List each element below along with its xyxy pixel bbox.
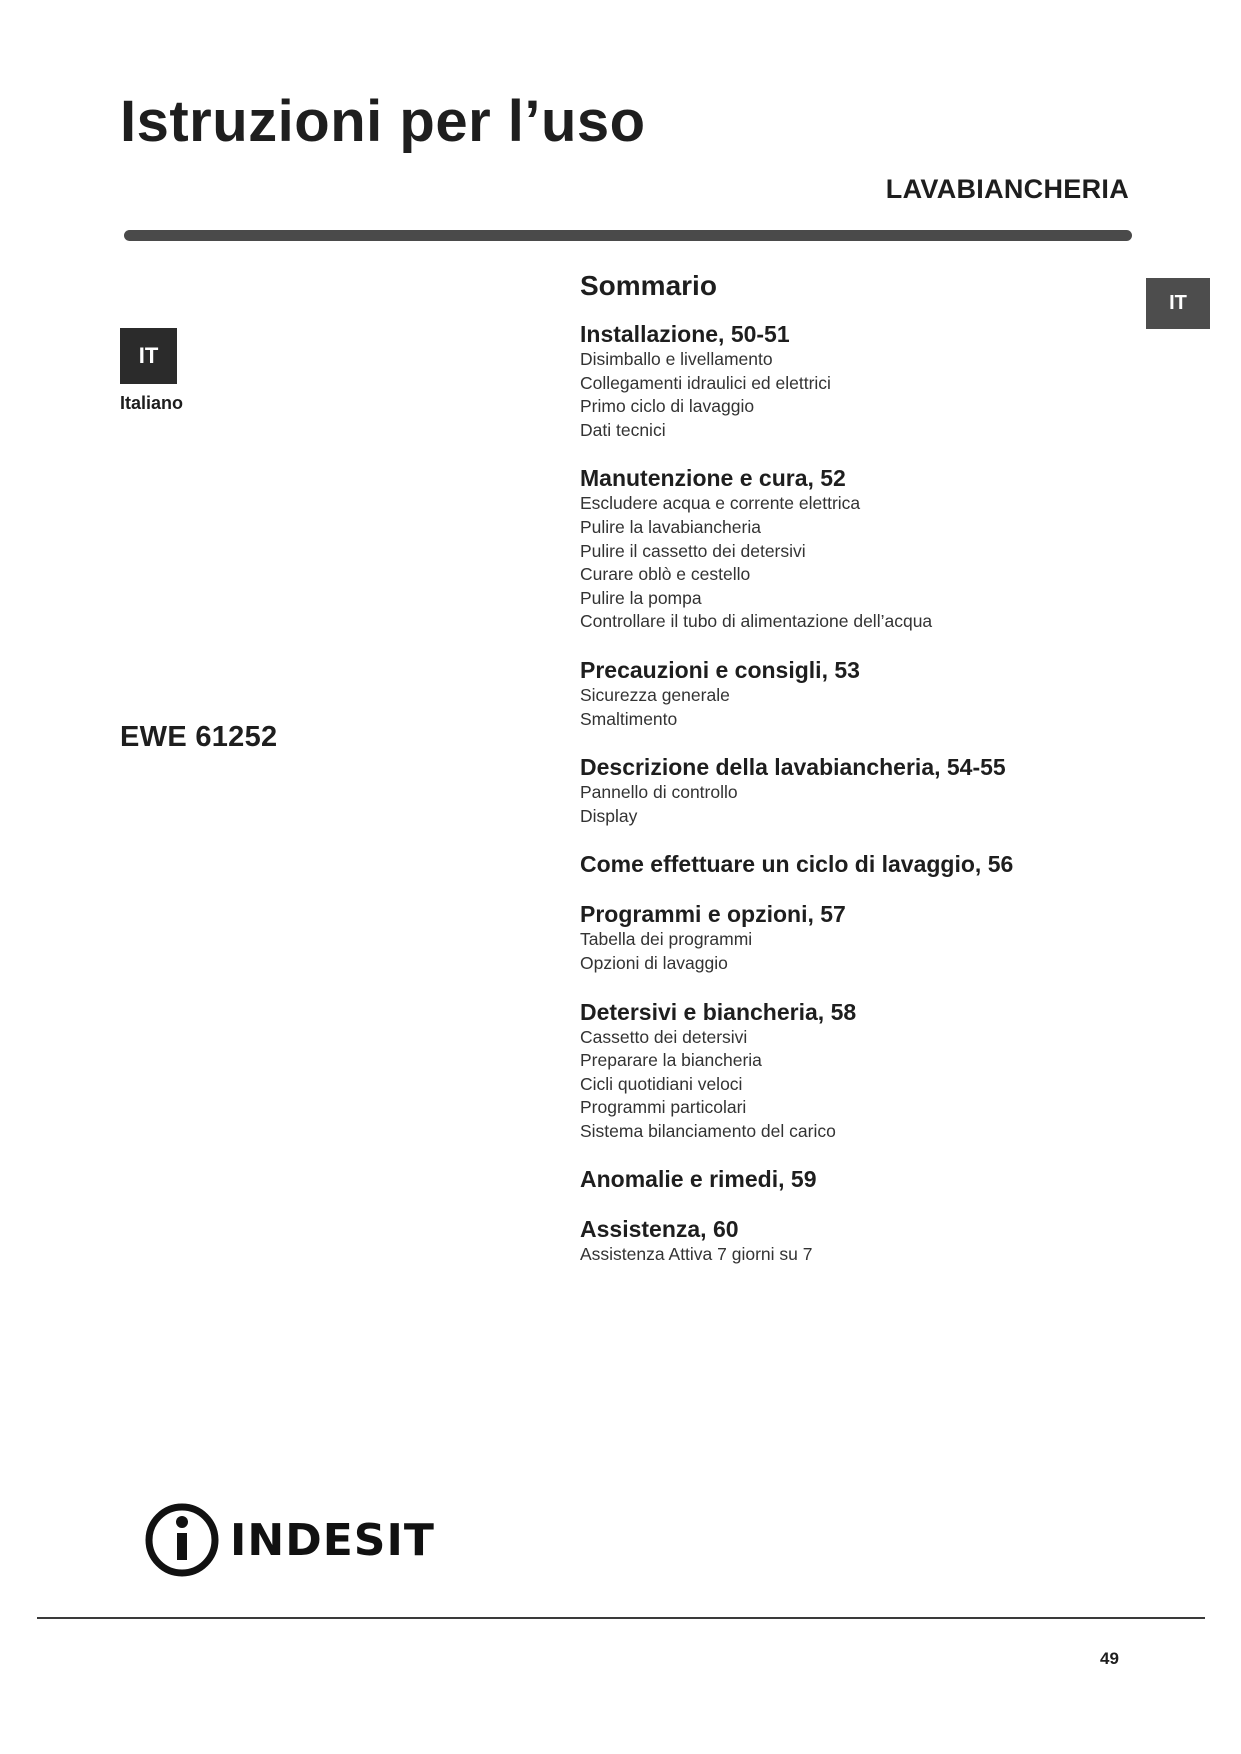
- language-name: Italiano: [120, 393, 184, 413]
- toc-subitem: Opzioni di lavaggio: [580, 952, 728, 973]
- toc-section: [580, 464, 1140, 634]
- logo-wordmark: INDESIT: [230, 1515, 435, 1566]
- table-of-contents: [580, 270, 1140, 1289]
- toc-section-heading: Precauzioni e consigli, 53: [580, 656, 860, 683]
- toc-section-heading: Anomalie e rimedi, 59: [580, 1166, 817, 1193]
- toc-subitems: [580, 928, 1140, 975]
- toc-subitem: Programmi particolari: [580, 1097, 747, 1118]
- toc-subitem: Escludere acqua e corrente elettrica: [580, 493, 861, 514]
- toc-sections: [580, 320, 1140, 1267]
- toc-subitems: [580, 684, 1140, 731]
- toc-section: [580, 900, 1140, 975]
- toc-subitem: Cassetto dei detersivi: [580, 1026, 748, 1047]
- toc-section: [580, 998, 1140, 1144]
- toc-subitem: Cicli quotidiani veloci: [580, 1073, 743, 1094]
- header-divider: [124, 230, 1132, 241]
- info-circle-icon: [149, 1507, 215, 1573]
- toc-subitem: Pannello di controllo: [580, 782, 738, 803]
- toc-subitems: [580, 1243, 1140, 1267]
- toc-section-heading: Manutenzione e cura, 52: [580, 465, 846, 492]
- footer-divider: [37, 1617, 1205, 1619]
- toc-subitem: Primo ciclo di lavaggio: [580, 396, 755, 417]
- toc-section: [580, 850, 1140, 878]
- toc-section-heading: Programmi e opzioni, 57: [580, 901, 846, 928]
- toc-section: [580, 753, 1140, 828]
- toc-subitem: Pulire la pompa: [580, 587, 702, 608]
- toc-section: [580, 1165, 1140, 1193]
- toc-section-heading: Installazione, 50-51: [580, 321, 790, 347]
- toc-subitem: Tabella dei programmi: [580, 929, 753, 950]
- toc-section: [580, 1215, 1140, 1267]
- toc-section: [580, 320, 1140, 442]
- toc-subitems: [580, 781, 1140, 828]
- toc-subitem: Controllare il tubo di alimentazione dell’acqua: [580, 611, 933, 632]
- toc-subitem: Dati tecnici: [580, 419, 666, 440]
- page-number: 49: [1100, 1649, 1119, 1668]
- toc-section-heading: Detersivi e biancheria, 58: [580, 998, 857, 1025]
- toc-section-heading: Descrizione della lavabiancheria, 54-55: [580, 754, 1006, 781]
- toc-subitem: Disimballo e livellamento: [580, 349, 773, 369]
- toc-section: [580, 656, 1140, 731]
- toc-subitem: Preparare la biancheria: [580, 1050, 762, 1071]
- toc-section-heading: Assistenza, 60: [580, 1216, 739, 1243]
- language-side-tab: IT: [1146, 278, 1210, 329]
- toc-section-heading: Come effettuare un ciclo di lavaggio, 56: [580, 851, 1014, 878]
- toc-subitem: Curare oblò e cestello: [580, 564, 751, 585]
- toc-subitem: Display: [580, 805, 638, 826]
- toc-subitems: [580, 348, 1140, 442]
- toc-subitems: [580, 1026, 1140, 1144]
- toc-subitem: Sicurezza generale: [580, 684, 730, 705]
- toc-subitem: Collegamenti idraulici ed elettrici: [580, 372, 831, 393]
- toc-subitem: Pulire il cassetto dei detersivi: [580, 540, 806, 561]
- toc-subitem: Assistenza Attiva 7 giorni su 7: [580, 1244, 813, 1265]
- page-title: Istruzioni per l’uso: [120, 89, 646, 154]
- indesit-logo: [145, 1500, 445, 1580]
- toc-title: Sommario: [580, 270, 717, 301]
- language-badge: IT: [120, 328, 177, 384]
- document-type: LAVABIANCHERIA: [885, 174, 1129, 204]
- model-number: EWE 61252: [120, 721, 278, 753]
- toc-subitem: Smaltimento: [580, 708, 678, 729]
- toc-subitem: Sistema bilanciamento del carico: [580, 1120, 836, 1141]
- toc-subitems: [580, 492, 1140, 634]
- toc-subitem: Pulire la lavabiancheria: [580, 516, 761, 537]
